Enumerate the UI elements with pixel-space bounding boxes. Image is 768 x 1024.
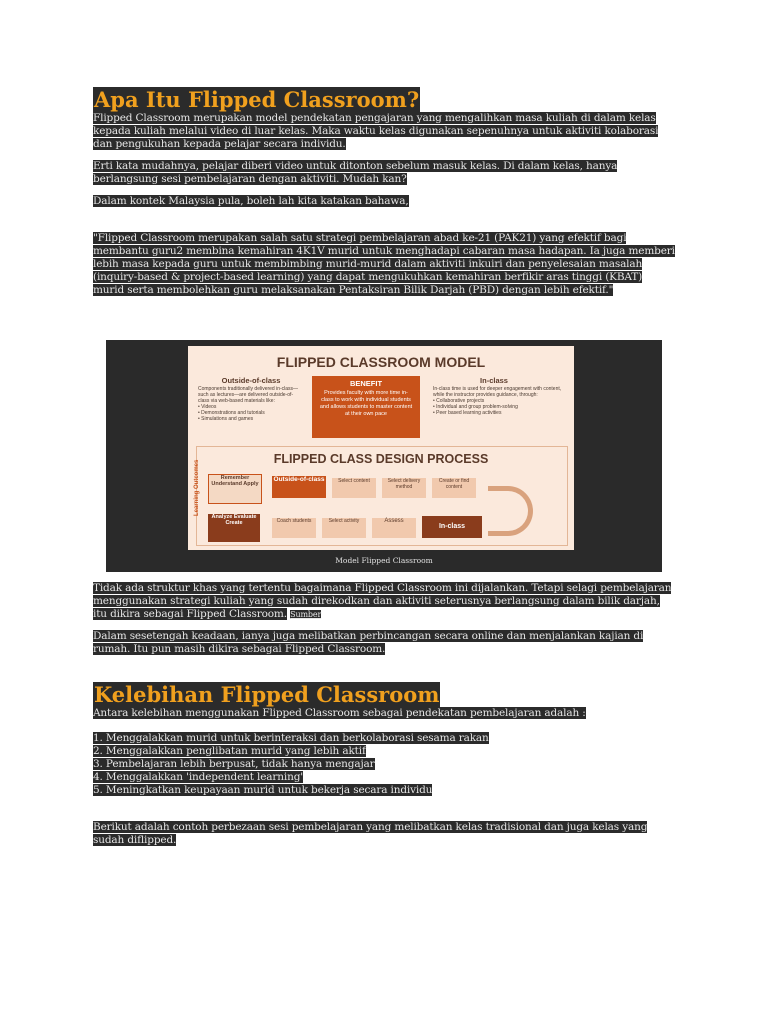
article-middle xyxy=(93,582,675,656)
paragraph-definition: Flipped Classroom merupakan model pendekatan pengajaran yang mengalihkan masa kuliah di dalam kelas kepada kuliah melalui video di luar kelas. Maka waktu kelas digunakan sepenuhnya untuk aktiviti kolaborasi dan pengukuhan kepada pelajar secara individu. xyxy=(93,112,659,150)
step-inclass: In-class xyxy=(422,516,482,538)
paragraph-malaysia: Dalam kontek Malaysia pula, boleh lah kita katakan bahawa, xyxy=(93,195,409,207)
process-title: FLIPPED CLASS DESIGN PROCESS xyxy=(273,452,489,466)
paragraph-simple: Erti kata mudahnya, pelajar diberi video untuk ditonton sebelum masuk kelas. Di dalam kelas, hanya berlangsung sesi pembelajaran dengan aktiviti. Mudah kan? xyxy=(93,160,618,185)
box-analyze: Analyze Evaluate Create xyxy=(208,514,260,542)
figure-flipped-model xyxy=(106,340,662,572)
source-link[interactable]: Sumber xyxy=(290,610,322,619)
heading-kelebihan: Kelebihan Flipped Classroom xyxy=(94,682,440,707)
kelebihan-item: 5. Meningkatkan keupayaan murid untuk bekerja secara individu xyxy=(93,784,433,796)
step-select-activity: Select activity xyxy=(322,518,366,538)
kelebihan-item: 2. Menggalakkan penglibatan murid yang lebih aktif xyxy=(93,745,366,757)
paragraph-no-structure: Tidak ada struktur khas yang tertentu bagaimana Flipped Classroom ini dijalankan. Tetapi selagi pembelajaran menggunakan strategi kuliah yang sudah direkodkan dan aktiviti seterusnya berlangsung dalam bilik darjah, itu dikira sebagai Flipped Classroom. Sumber xyxy=(93,582,672,620)
kelebihan-item: 3. Pembelajaran lebih berpusat, tidak hanya mengajar xyxy=(93,758,375,770)
step-create: Create or find content xyxy=(432,478,476,498)
step-select-content: Select content xyxy=(332,478,376,498)
section-kelebihan xyxy=(93,683,675,847)
heading-apa-itu: Apa Itu Flipped Classroom? xyxy=(94,87,420,112)
quote-pak21: "Flipped Classroom merupakan salah satu strategi pembelajaran abad ke-21 (PAK21) yang efektif bagi membantu guru2 membina kemahiran 4K1V murid untuk menghadapi cabaran masa hadapan. Ia juga memberi lebih masa kepada guru untuk membimbing murid-murid dalam aktiviti inkuiri dan penyelesaian masalah (inquiry-based & project-based learning) yang dapat mengukuhkan kemahiran berfikir aras tinggi (KBAT) murid serta membolehkan guru melaksanakan Pentaksiran Bilik Darjah (PBD) dengan lebih efektif." xyxy=(93,232,675,296)
outside-title: Outside-of-class xyxy=(221,376,281,385)
article-top xyxy=(93,88,675,297)
inclass-title: In-class xyxy=(480,376,508,385)
model-title: FLIPPED CLASSROOM MODEL xyxy=(276,354,486,370)
learning-outcomes-label: Learning Outcomes xyxy=(194,459,200,516)
outside-text: Components traditionally delivered in-class—such as lectures—are delivered outside-of-class via web-based materials like: • Videos • Demonstrations and tutorials • Simulations and games xyxy=(198,386,299,422)
kelebihan-item: 1. Menggalakkan murid untuk berinteraksi dan berkolaborasi sesama rakan xyxy=(93,732,489,744)
step-select-delivery: Select delivery method xyxy=(382,478,426,498)
kelebihan-intro: Antara kelebihan menggunakan Flipped Classroom sebagai pendekatan pembelajaran adalah : xyxy=(93,707,586,719)
step-coach: Coach students xyxy=(272,518,316,538)
box-remember: Remember Understand Apply xyxy=(208,474,262,504)
inclass-text: In-class time is used for deeper engagement with content, while the instructor provides guidance, through: • Collaborative projects • Individual and group problem-solving • Peer based learning activities xyxy=(433,386,562,416)
figure-caption: Model Flipped Classroom xyxy=(335,556,433,565)
kelebihan-item: 4. Menggalakkan 'independent learning' xyxy=(93,771,304,783)
step-outside: Outside-of-class xyxy=(272,476,326,498)
benefit-box: BENEFIT Provides faculty with more time in-class to work with individual students and allows students to master content at their own pace xyxy=(312,376,420,438)
flipped-classroom-infographic xyxy=(188,346,574,550)
step-assess: Assess xyxy=(372,518,416,538)
paragraph-online: Dalam sesetengah keadaan, ianya juga melibatkan perbincangan secara online dan menjalankan kajian di rumah. Itu pun masih dikira sebagai Flipped Classroom. xyxy=(93,630,644,655)
kelebihan-outro: Berikut adalah contoh perbezaan sesi pembelajaran yang melibatkan kelas tradisional dan juga kelas yang sudah diflipped. xyxy=(93,821,648,846)
